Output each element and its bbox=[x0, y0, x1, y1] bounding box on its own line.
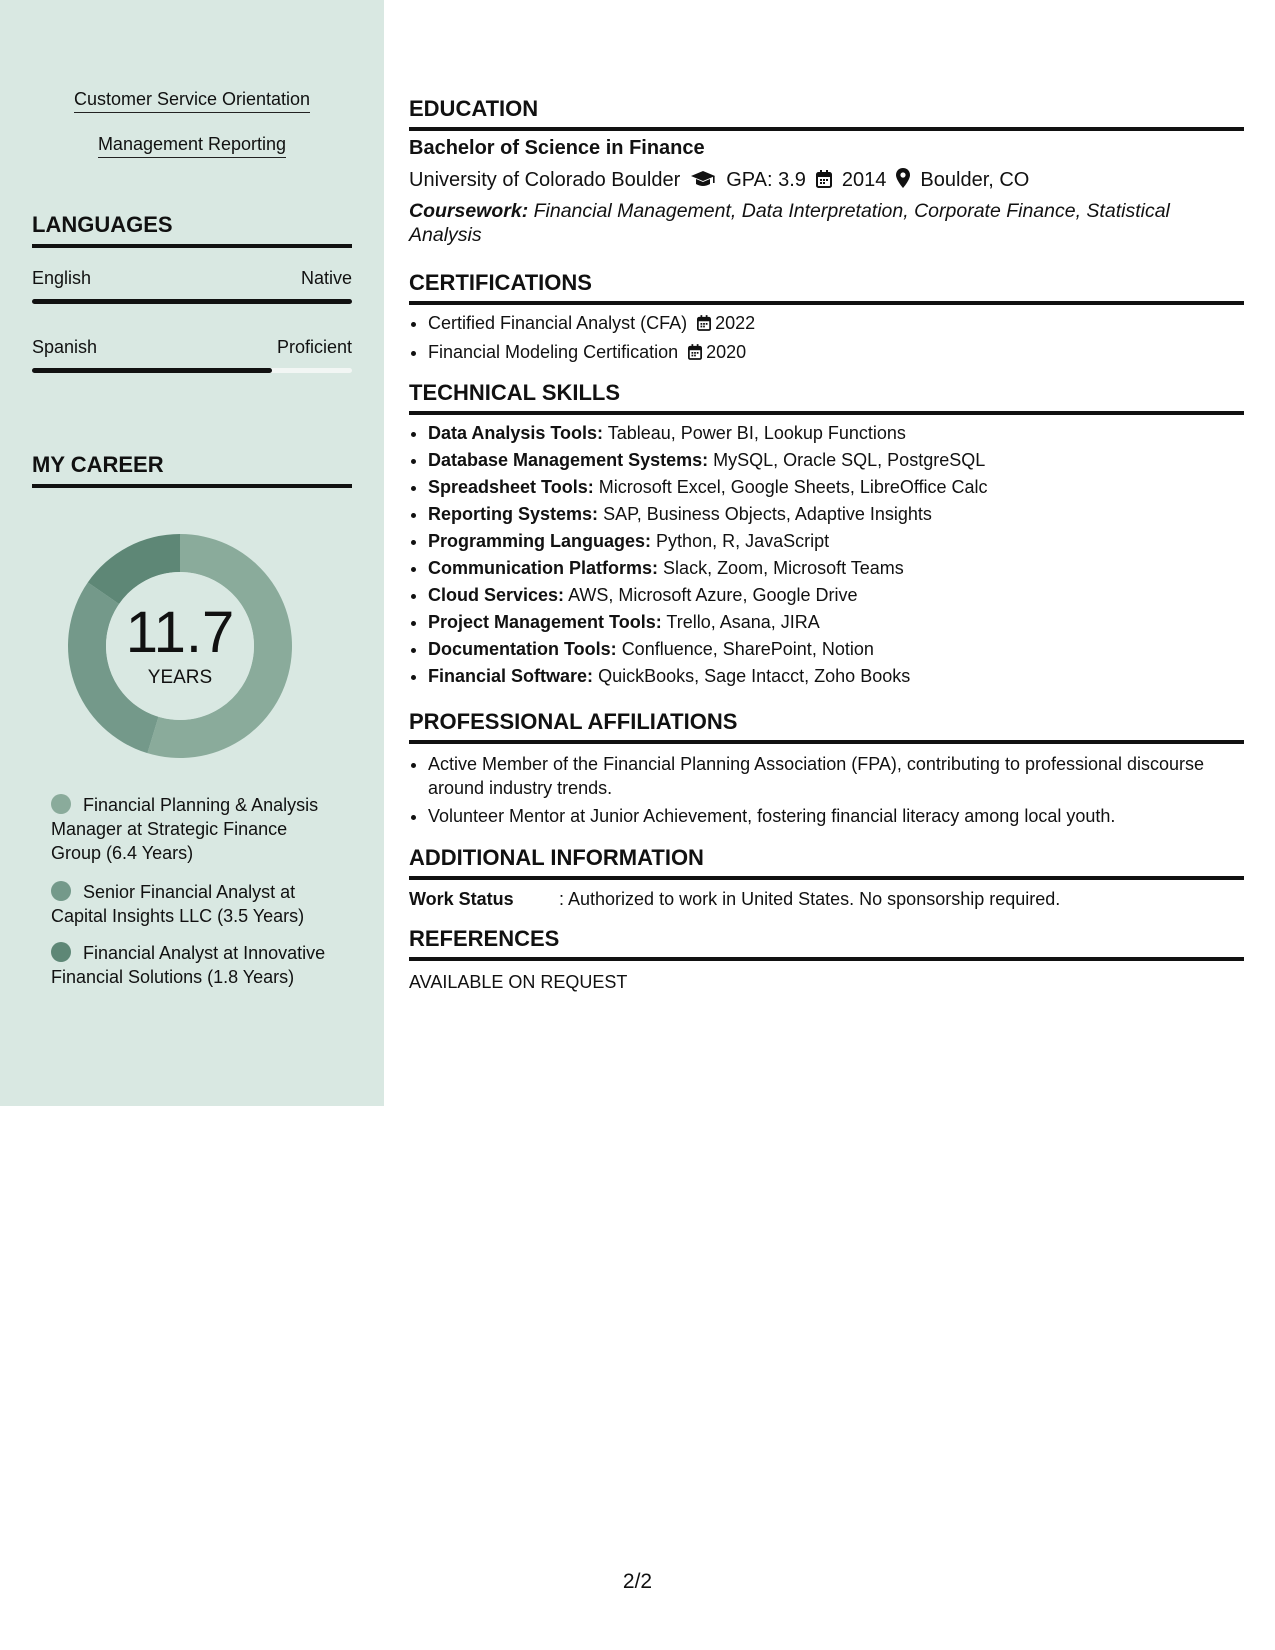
skill-item: • Spreadsheet Tools: Microsoft Excel, Google Sheets, LibreOffice Calc bbox=[428, 474, 1263, 501]
skill-item: • Database Management Systems: MySQL, Oracle SQL, PostgreSQL bbox=[428, 447, 1263, 474]
calendar-icon bbox=[816, 170, 832, 194]
career-legend-dot bbox=[51, 881, 71, 901]
calendar-icon bbox=[688, 341, 702, 368]
skill-item: • Financial Software: QuickBooks, Sage Intacct, Zoho Books bbox=[428, 663, 1263, 690]
sidebar bbox=[0, 0, 384, 1106]
skill-item: • Communication Platforms: Slack, Zoom, Microsoft Teams bbox=[428, 555, 1263, 582]
certification-year: 2020 bbox=[706, 342, 747, 362]
language-row bbox=[32, 268, 352, 289]
language-row bbox=[32, 337, 352, 358]
affiliation-item: • Active Member of the Financial Planning Association (FPA), contributing to professional discourse around industry trends. bbox=[428, 752, 1263, 800]
skill-link-management-reporting[interactable]: Management Reporting bbox=[0, 134, 384, 155]
additional-info-heading: ADDITIONAL INFORMATION bbox=[409, 845, 1244, 880]
career-item bbox=[51, 941, 326, 989]
career-total-years: 11.7 bbox=[125, 600, 235, 665]
certification-year: 2022 bbox=[715, 313, 756, 333]
career-item bbox=[51, 793, 326, 865]
skill-item: • Data Analysis Tools: Tableau, Power BI, Lookup Functions bbox=[428, 420, 1263, 447]
coursework bbox=[409, 199, 1244, 247]
career-legend-dot bbox=[51, 794, 71, 814]
education-meta bbox=[409, 168, 1244, 194]
affiliations-heading: PROFESSIONAL AFFILIATIONS bbox=[409, 709, 1244, 744]
graduation-cap-icon bbox=[690, 170, 716, 194]
language-level: Proficient bbox=[276, 337, 352, 357]
certifications-list bbox=[409, 310, 1263, 368]
affiliation-item: • Volunteer Mentor at Junior Achievement, fostering financial literacy among local youth. bbox=[428, 804, 1263, 828]
career-label: Senior Financial Analyst at Capital Insights LLC (3.5 Years) bbox=[51, 882, 305, 926]
skill-item: • Programming Languages: Python, R, JavaScript bbox=[428, 528, 1263, 555]
skill-item: • Cloud Services: AWS, Microsoft Azure, Google Drive bbox=[428, 582, 1263, 609]
location-pin-icon bbox=[896, 168, 910, 194]
affiliations-list bbox=[409, 752, 1263, 832]
graduation-year: 2014 bbox=[841, 169, 887, 191]
technical-skills-list bbox=[409, 420, 1263, 690]
certification-item bbox=[428, 339, 1263, 368]
certification-item bbox=[428, 310, 1263, 339]
language-name: Spanish bbox=[32, 337, 98, 357]
education-location: Boulder, CO bbox=[920, 169, 1030, 191]
work-status-value: : Authorized to work in United States. No sponsorship required. bbox=[559, 889, 1061, 909]
skill-item: • Documentation Tools: Confluence, SharePoint, Notion bbox=[428, 636, 1263, 663]
coursework-list: Financial Management, Data Interpretation, Corporate Finance, Statistical Analysis bbox=[409, 200, 1170, 246]
work-status-row bbox=[409, 889, 1244, 910]
certification-name: Financial Modeling Certification bbox=[428, 342, 679, 362]
education-heading: EDUCATION bbox=[409, 96, 1244, 131]
career-heading: MY CAREER bbox=[32, 452, 352, 488]
work-status-label: Work Status bbox=[409, 889, 514, 909]
career-total-unit: YEARS bbox=[147, 667, 213, 688]
languages-heading: LANGUAGES bbox=[32, 212, 352, 248]
language-bar bbox=[32, 368, 352, 373]
certifications-heading: CERTIFICATIONS bbox=[409, 270, 1244, 305]
language-bar-fill bbox=[32, 368, 272, 373]
calendar-icon bbox=[697, 312, 711, 339]
career-legend-dot bbox=[51, 942, 71, 962]
coursework-label: Coursework: bbox=[409, 200, 529, 222]
gpa: GPA: 3.9 bbox=[726, 169, 806, 191]
career-label: Financial Planning & Analysis Manager at Strategic Finance Group (6.4 Years) bbox=[51, 795, 319, 863]
page-number: 2/2 bbox=[622, 1570, 653, 1593]
technical-skills-heading: TECHNICAL SKILLS bbox=[409, 380, 1244, 415]
skill-link-customer-service[interactable]: Customer Service Orientation bbox=[0, 89, 384, 110]
degree-title: Bachelor of Science in Finance bbox=[409, 137, 705, 159]
certification-name: Certified Financial Analyst (CFA) bbox=[428, 313, 688, 333]
references-text: AVAILABLE ON REQUEST bbox=[409, 972, 628, 992]
references-heading: REFERENCES bbox=[409, 926, 1244, 961]
school-name: University of Colorado Boulder bbox=[409, 169, 681, 191]
skill-item: • Project Management Tools: Trello, Asana, JIRA bbox=[428, 609, 1263, 636]
language-bar-fill bbox=[32, 299, 352, 304]
career-item bbox=[51, 880, 326, 928]
language-name: English bbox=[32, 268, 92, 288]
language-level: Native bbox=[300, 268, 352, 288]
career-label: Financial Analyst at Innovative Financial Solutions (1.8 Years) bbox=[51, 943, 326, 987]
language-bar bbox=[32, 299, 352, 304]
skill-item: • Reporting Systems: SAP, Business Objects, Adaptive Insights bbox=[428, 501, 1263, 528]
